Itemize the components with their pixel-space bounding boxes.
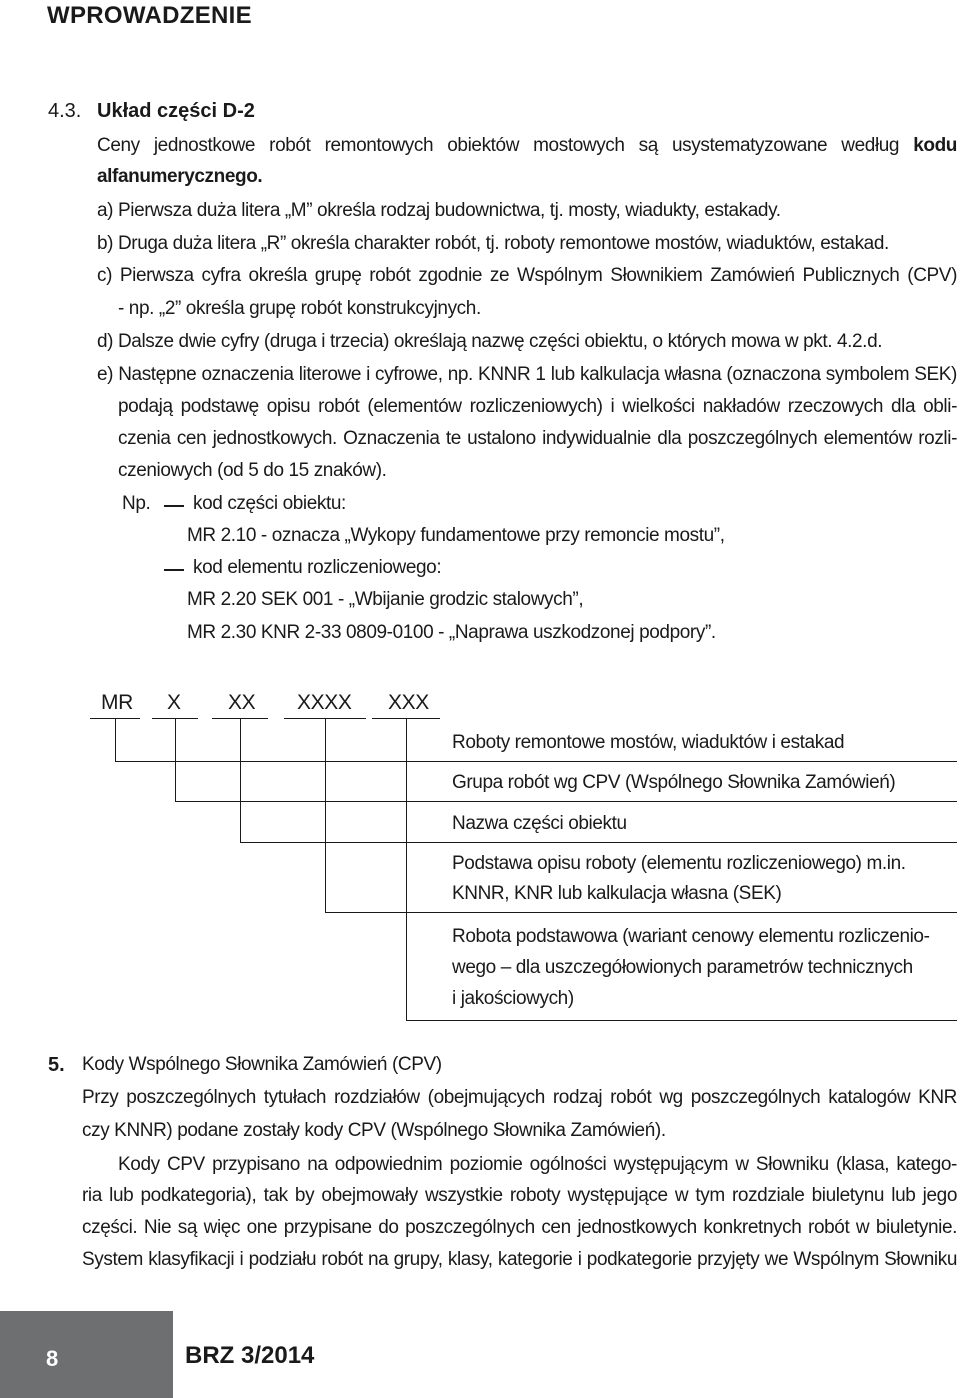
page-number: 8: [46, 1346, 59, 1371]
connector-line: [325, 912, 957, 913]
connector-line: [115, 718, 116, 761]
code-description: i jakościowych): [452, 988, 574, 1009]
code-segment-label: X: [167, 691, 181, 714]
section-title: Układ części D-2: [97, 100, 255, 122]
paragraph-line: Ceny jednostkowe robót remontowych obiektów mostowych są usystematyzowane według kodu: [97, 135, 957, 156]
example-line: kod elementu rozliczeniowego:: [193, 557, 442, 578]
list-item-a: a) Pierwsza duża litera „M” określa rodzaj budownictwa, tj. mosty, wiadukty, estakady.: [97, 200, 781, 221]
connector-line: [240, 718, 241, 842]
connector-line: [115, 761, 957, 762]
paragraph-line: czy KNNR) podane zostały kody CPV (Wspólnego Słownika Zamówień).: [82, 1120, 666, 1141]
code-description: Nazwa części obiektu: [452, 813, 627, 834]
code-description: Podstawa opisu roboty (elementu rozliczeniowego) m.in.: [452, 853, 906, 874]
example-line: MR 2.20 SEK 001 - „Wbijanie grodzic stalowych”,: [187, 589, 584, 610]
bold-term: kodu: [913, 135, 957, 156]
section-number: 5.: [48, 1054, 65, 1076]
code-segment-label: MR: [101, 691, 133, 714]
example-line: kod części obiektu:: [193, 493, 346, 514]
publication-title: BRZ 3/2014: [185, 1342, 315, 1369]
list-item-e-cont: podają podstawę opisu robót (elementów rozliczeniowych) i wielkości nakładów rzeczowych dla obli-: [118, 396, 957, 417]
dash-marker: [164, 505, 184, 507]
code-segment-label: XXX: [388, 691, 429, 714]
example-label: Np.: [122, 493, 151, 514]
code-segment-label: XXXX: [297, 691, 352, 714]
connector-line: [406, 718, 407, 1020]
list-item-c-cont: - np. „2” określa grupę robót konstrukcyjnych.: [118, 298, 481, 319]
bold-term: alfanumerycznego.: [97, 166, 263, 187]
dash-marker: [164, 569, 184, 571]
paragraph-line: ria lub podkategoria), tak by obejmowały wszystkie roboty występujące w tym rozdziale biuletynu lub jego: [82, 1185, 957, 1206]
page-header: WPROWADZENIE: [47, 2, 252, 29]
list-item-e-cont: czeniowych (od 5 do 15 znaków).: [118, 460, 387, 481]
example-line: MR 2.10 - oznacza „Wykopy fundamentowe przy remoncie mostu”,: [187, 525, 725, 546]
connector-line: [406, 1020, 957, 1021]
connector-line: [175, 801, 957, 802]
paragraph-line: Kody CPV przypisano na odpowiednim poziomie ogólności występującym w Słowniku (klasa, katego-: [118, 1154, 957, 1175]
connector-line: [240, 842, 957, 843]
list-item-e-cont: czenia cen jednostkowych. Oznaczenia te ustalono indywidualnie dla poszczególnych elementów rozli-: [118, 428, 957, 449]
section-number: 4.3.: [48, 100, 82, 122]
code-description: KNNR, KNR lub kalkulacja własna (SEK): [452, 883, 782, 904]
section-title: Kody Wspólnego Słownika Zamówień (CPV): [82, 1054, 442, 1075]
paragraph-line: Przy poszczególnych tytułach rozdziałów (obejmujących rodzaj robót wg poszczególnych katalogów KNR: [82, 1087, 957, 1108]
list-item-d: d) Dalsze dwie cyfry (druga i trzecia) określają nazwę części obiektu, o których mowa w pkt. 4.2.d.: [97, 331, 883, 352]
list-item-e: e) Następne oznaczenia literowe i cyfrowe, np. KNNR 1 lub kalkulacja własna (oznaczona symbolem SEK): [97, 364, 957, 385]
list-item-c: c) Pierwsza cyfra określa grupę robót zgodnie ze Wspólnym Słownikiem Zamówień Publicznych (CPV): [97, 265, 957, 286]
code-description: Grupa robót wg CPV (Wspólnego Słownika Zamówień): [452, 772, 896, 793]
page-number-box: [0, 1311, 173, 1398]
code-description: wego – dla uszczegółowionych parametrów technicznych: [452, 957, 913, 978]
connector-line: [175, 718, 176, 801]
connector-line: [325, 718, 326, 912]
paragraph-line: części. Nie są więc one przypisane do poszczególnych cen jednostkowych konkretnych robót w biuletynie.: [82, 1217, 957, 1238]
code-segment-label: XX: [228, 691, 256, 714]
example-line: MR 2.30 KNR 2-33 0809-0100 - „Naprawa uszkodzonej podpory”.: [187, 622, 716, 643]
paragraph-line: System klasyfikacji i podziału robót na grupy, klasy, kategorie i podkategorie przyjęty we Wspólnym Słowniku: [82, 1249, 957, 1270]
code-description: Robota podstawowa (wariant cenowy elementu rozliczenio-: [452, 926, 930, 947]
list-item-b: b) Druga duża litera „R” określa charakter robót, tj. roboty remontowe mostów, wiaduktów, estakad.: [97, 233, 889, 254]
code-description: Roboty remontowe mostów, wiaduktów i estakad: [452, 732, 845, 753]
